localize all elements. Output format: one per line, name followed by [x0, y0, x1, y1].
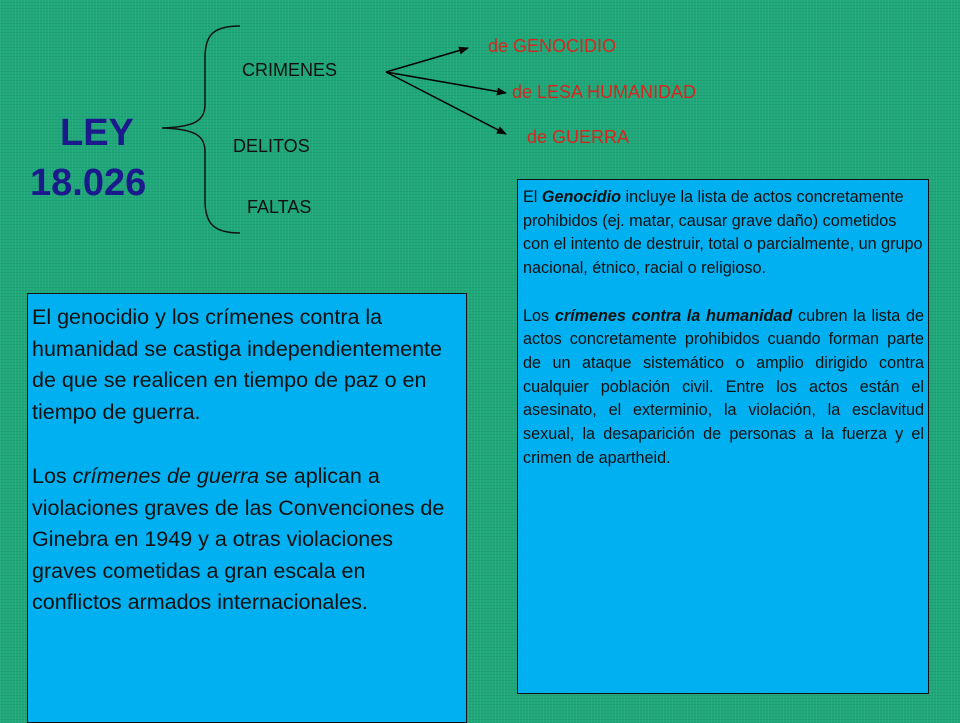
crime-guerra: de GUERRA	[527, 127, 630, 147]
category-faltas: FALTAS	[247, 197, 312, 217]
arrow-lesa-humanidad	[386, 72, 506, 93]
left-paragraph-1: El genocidio y los crímenes contra la humanidad se castiga independientemente de que se realicen en tiempo de paz o en tiempo de guerra.	[32, 305, 442, 424]
arrow-guerra	[386, 72, 506, 134]
crime-lesa-humanidad: de LESA HUMANIDAD	[512, 82, 697, 102]
right-paragraph-2: Los crímenes contra la humanidad cubren la lista de actos concretamente prohibidos cuando forman parte de un ataque sistemático o amplio dirigido contra cualquier población civil. Entre los actos están el asesinato, el exterminio, la violación, la esclavitud sexual, la desaparición de personas a la fuerza y el crimen de apartheid.	[523, 306, 924, 467]
term-crimenes-contra-humanidad: crímenes contra la humanidad	[554, 306, 793, 325]
crime-genocidio: de GENOCIDIO	[488, 36, 617, 56]
term-crimenes-de-guerra: crímenes de guerra	[72, 464, 260, 488]
right-paragraph-1: El Genocidio incluye la lista de actos concretamente prohibidos (ej. matar, causar grave daño) cometidos con el intento de destruir, total o parcialmente, un grupo nacional, étnico, racial o religioso.	[523, 188, 923, 278]
right-text-box	[517, 179, 929, 694]
left-paragraph-2: Los crímenes de guerra se aplican a violaciones graves de las Convenciones de Ginebra en 1949 y a otras violaciones graves cometidas a gran escala en conflictos armados internacionales.	[32, 464, 445, 614]
law-label: LEY	[60, 112, 134, 154]
category-delitos: DELITOS	[233, 136, 310, 156]
law-title	[30, 108, 160, 208]
arrow-genocidio	[386, 48, 468, 72]
brace	[162, 26, 240, 233]
term-genocidio: Genocidio	[541, 188, 622, 206]
category-crimenes: CRIMENES	[242, 60, 338, 80]
law-number: 18.026	[30, 162, 147, 204]
left-text-box	[27, 293, 467, 723]
